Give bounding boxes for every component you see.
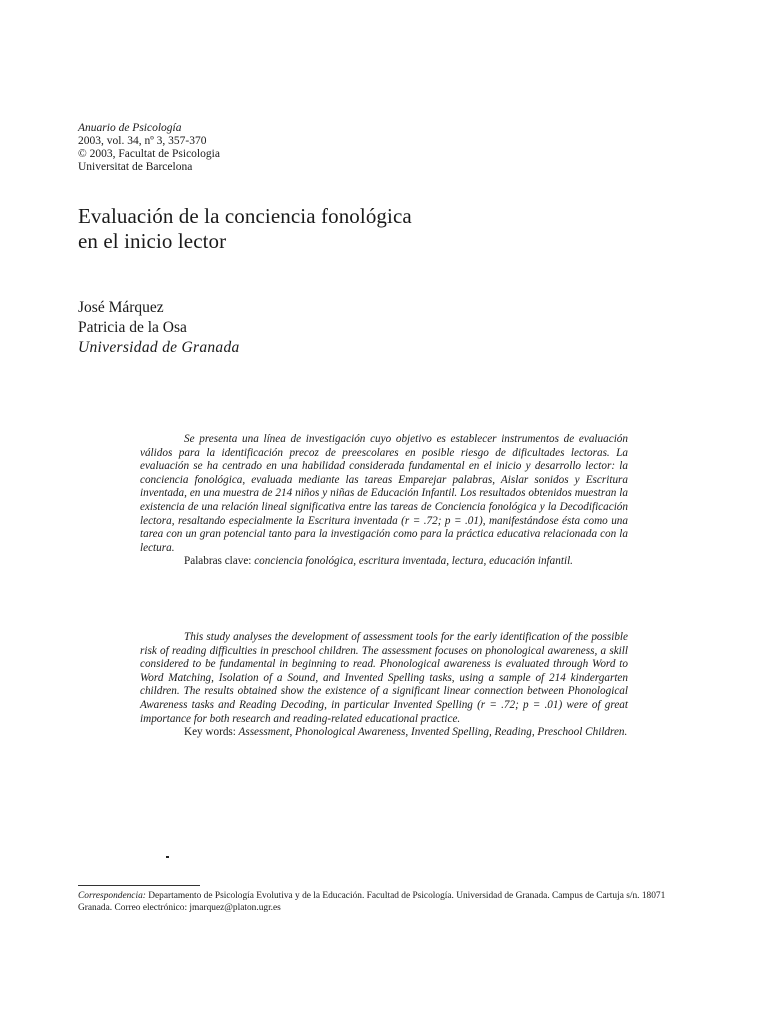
keywords-spanish-label: Palabras clave: bbox=[184, 555, 252, 568]
keywords-spanish bbox=[140, 555, 628, 569]
author-name-1: José Márquez bbox=[78, 299, 164, 316]
abstract-spanish bbox=[140, 433, 628, 569]
journal-copyright: © 2003, Facultat de Psicologia bbox=[78, 148, 220, 160]
author-affiliation: Universidad de Granada bbox=[78, 339, 240, 356]
footnote-label: Correspondencia: bbox=[78, 891, 146, 901]
scan-speck bbox=[166, 856, 169, 858]
footnote-text: Departamento de Psicología Evolutiva y de la Educación. Facultad de Psicología. Universidad de Granada. Campus de Cartuja s/n. 18071 Granada. Correo electrónico: jmarquez@platon.ugr.es bbox=[78, 891, 666, 913]
keywords-english-list: Assessment, Phonological Awareness, Invented Spelling, Reading, Preschool Children. bbox=[238, 726, 628, 739]
article-title-line-2: en el inicio lector bbox=[78, 229, 227, 253]
journal-volume: 2003, vol. 34, nº 3, 357-370 bbox=[78, 135, 207, 147]
keywords-english-label: Key words: bbox=[184, 726, 236, 739]
article-title bbox=[78, 204, 412, 254]
footnote bbox=[78, 890, 698, 914]
abstract-english-text: This study analyses the development of assessment tools for the early identification of the possible risk of reading difficulties in preschool children. The assessment focuses on phonological awareness, a skill considered to be fundamental in beginning to read. Phonological awareness is evaluated through Word to Word Matching, Isolation of a Sound, and Invented Spelling tasks, using a sample of 214 kindergarten children. The results obtained show the existence of a significant linear connection between Phonological Awareness tasks and Reading Decoding, in particular Invented Spelling (r = .72; p = .01) were of great importance for both research and reading-related educational practice. bbox=[140, 631, 628, 725]
keywords-english bbox=[140, 726, 628, 740]
abstract-spanish-text: Se presenta una línea de investigación cuyo objetivo es establecer instrumentos de evaluación válidos para la identificación precoz de preescolares en posible riesgo de dificultades lectoras. La evaluación se ha centrado en una habilidad considerada fundamental en el inicio y desarrollo lector: la conciencia fonológica, evaluada mediante las tareas Emparejar palabras, Aislar sonidos y Escritura inventada, en una muestra de 214 niños y niñas de Educación Infantil. Los resultados obtenidos muestran la existencia de una relación lineal significativa entre las tareas de Conciencia fonológica y la Decodificación lectora, resaltando especialmente la Escritura inventada (r = .72; p = .01), manifestándose ésta como una tarea con un gran potencial tanto para la investigación como para la práctica educativa relacionada con la lectura. bbox=[140, 433, 628, 554]
journal-header bbox=[78, 122, 220, 174]
journal-university: Universitat de Barcelona bbox=[78, 161, 193, 173]
author-name-2: Patricia de la Osa bbox=[78, 319, 187, 336]
author-block bbox=[78, 298, 240, 358]
keywords-spanish-list: conciencia fonológica, escritura inventada, lectura, educación infantil. bbox=[254, 555, 573, 568]
article-title-line-1: Evaluación de la conciencia fonológica bbox=[78, 204, 412, 228]
journal-name: Anuario de Psicología bbox=[78, 122, 182, 134]
abstract-english bbox=[140, 631, 628, 740]
footnote-divider bbox=[78, 885, 200, 886]
